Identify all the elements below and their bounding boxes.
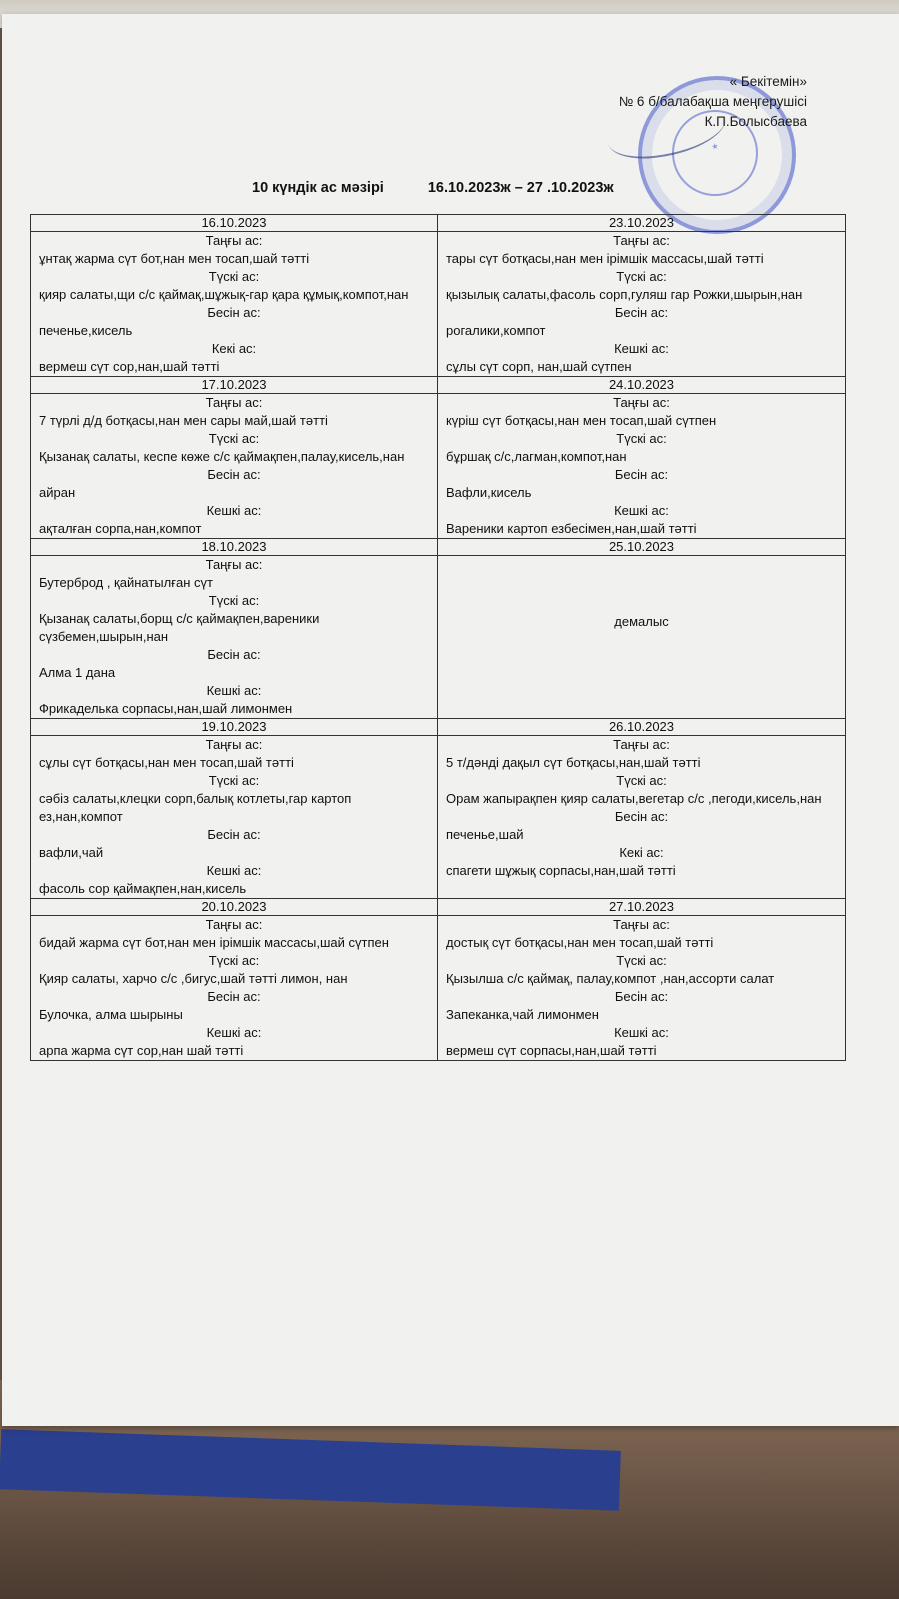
lunch-heading: Түскі ас: <box>208 593 260 608</box>
dinner-text: Вареники картоп езбесімен,нан,шай тәтті <box>446 521 697 536</box>
breakfast-heading: Таңғы ас: <box>205 917 263 932</box>
title-period: 16.10.2023ж – 27 .10.2023ж <box>427 180 614 196</box>
dinner-text: фасоль сор қаймақпен,нан,кисель <box>39 881 247 896</box>
snack-text: Алма 1 дана <box>39 665 116 680</box>
dinner-text: сұлы сүт сорп, нан,шай сүтпен <box>446 359 632 374</box>
lunch-heading: Түскі ас: <box>616 773 667 788</box>
date-cell: 23.10.2023 <box>608 215 675 230</box>
document-title <box>252 180 658 196</box>
approval-block <box>619 72 807 132</box>
snack-heading: Бесін ас: <box>207 305 261 320</box>
lunch-text: Қызылша с/с қаймақ, палау,компот ,нан,ассорти салат <box>446 971 775 986</box>
date-cell: 27.10.2023 <box>608 899 675 914</box>
day-menu-cell <box>31 916 438 1060</box>
breakfast-heading: Таңғы ас: <box>205 737 263 752</box>
snack-text: печенье,шай <box>446 827 524 842</box>
breakfast-heading: Таңғы ас: <box>205 395 263 410</box>
dinner-text: вермеш сүт сорпасы,нан,шай тәтті <box>446 1043 657 1058</box>
dinner-text: арпа жарма сүт сор,нан шай тәтті <box>39 1043 244 1058</box>
dinner-heading: Кешкі ас: <box>206 863 262 878</box>
official-stamp-icon: ★ <box>638 76 796 234</box>
breakfast-text: бидай жарма сүт бот,нан мен ірімшік массасы,шай сүтпен <box>39 935 389 950</box>
date-row <box>31 719 845 736</box>
snack-heading: Бесін ас: <box>614 467 669 482</box>
lunch-text: Қызанақ салаты, кеспе көже с/с қаймақпен,палау,кисель,нан <box>39 449 405 464</box>
date-cell: 18.10.2023 <box>31 539 438 555</box>
lunch-text: Орам жапырақпен қияр салаты,вегетар с/с ,пегоди,кисель,нан <box>446 791 822 806</box>
date-row <box>31 899 845 916</box>
approval-line-1: « Бекітемін» <box>729 74 807 89</box>
lunch-text: бұршақ с/с,лагман,компот,нан <box>446 449 627 464</box>
breakfast-heading: Таңғы ас: <box>205 557 263 572</box>
snack-heading: Бесін ас: <box>614 989 669 1004</box>
date-row <box>31 215 845 232</box>
dinner-heading: Кешкі ас: <box>206 503 262 518</box>
breakfast-heading: Таңғы ас: <box>205 233 263 248</box>
breakfast-text: күріш сүт ботқасы,нан мен тосап,шай сүтпен <box>446 413 717 428</box>
lunch-text: сәбіз салаты,клецки сорп,балық котлеты,гар картоп ез,нан,компот <box>39 791 352 824</box>
breakfast-heading: Таңғы ас: <box>613 737 670 752</box>
dinner-heading: Кешкі ас: <box>614 341 669 356</box>
breakfast-text: достық сүт ботқасы,нан мен тосап,шай тәтті <box>446 935 714 950</box>
day-menu-cell <box>31 232 438 376</box>
breakfast-heading: Таңғы ас: <box>613 233 670 248</box>
breakfast-text: тары сүт ботқасы,нан мен ірімшік массасы,шай тәтті <box>446 251 764 266</box>
breakfast-text: ұнтақ жарма сүт бот,нан мен тосап,шай тәтті <box>39 251 310 266</box>
date-row <box>31 377 845 394</box>
breakfast-text: 7 түрлі д/д ботқасы,нан мен сары май,шай тәтті <box>39 413 328 428</box>
meals-row <box>31 736 845 899</box>
day-menu-cell <box>438 556 845 718</box>
date-cell: 20.10.2023 <box>31 899 438 915</box>
dinner-heading: Кекі ас: <box>211 341 257 356</box>
dinner-heading: Кешкі ас: <box>206 1025 262 1040</box>
snack-heading: Бесін ас: <box>207 827 261 842</box>
lunch-heading: Түскі ас: <box>208 431 260 446</box>
snack-text: вафли,чай <box>39 845 104 860</box>
snack-heading: Бесін ас: <box>614 305 669 320</box>
date-cell: 24.10.2023 <box>608 377 675 392</box>
approval-line-2: № 6 б/балабақша меңгерушісі <box>618 94 807 109</box>
meals-row <box>31 394 845 539</box>
date-cell: 17.10.2023 <box>31 377 438 393</box>
breakfast-heading: Таңғы ас: <box>613 917 670 932</box>
meals-row <box>31 232 845 377</box>
date-cell: 25.10.2023 <box>608 539 675 554</box>
meals-row <box>31 916 845 1060</box>
dinner-heading: Кешкі ас: <box>614 1025 669 1040</box>
snack-heading: Бесін ас: <box>614 809 669 824</box>
dinner-heading: Кешкі ас: <box>206 683 262 698</box>
menu-table <box>30 214 846 1061</box>
dinner-text: Фрикаделька сорпасы,нан,шай лимонмен <box>39 701 293 716</box>
dinner-heading: Кешкі ас: <box>614 503 669 518</box>
day-menu-cell <box>438 736 845 898</box>
lunch-heading: Түскі ас: <box>208 773 260 788</box>
meals-row <box>31 556 845 719</box>
lunch-text: Қызанақ салаты,борщ с/с қаймақпен,вареники сүзбемен,шырын,нан <box>39 611 320 644</box>
snack-heading: Бесін ас: <box>207 647 261 662</box>
snack-text: рогалики,компот <box>446 323 546 338</box>
snack-text: Вафли,кисель <box>446 485 532 500</box>
snack-text: Запеканка,чай лимонмен <box>446 1007 599 1022</box>
dinner-text: ақталған сорпа,нан,компот <box>39 521 202 536</box>
date-cell: 26.10.2023 <box>608 719 675 734</box>
breakfast-text: 5 т/дәнді дақыл сүт ботқасы,нан,шай тәтті <box>446 755 701 770</box>
dinner-text: вермеш сүт сор,нан,шай тәтті <box>39 359 220 374</box>
lunch-text: қияр салаты,щи с/с қаймақ,шұжық-гар қара құмық,компот,нан <box>39 287 409 302</box>
lunch-text: қызылық салаты,фасоль сорп,гуляш гар Рожки,шырын,нан <box>446 287 803 302</box>
approval-line-3: К.П.Болысбаева <box>704 114 807 129</box>
dinner-heading: Кекі ас: <box>619 845 664 860</box>
lunch-heading: Түскі ас: <box>616 269 667 284</box>
day-menu-cell <box>31 556 438 718</box>
day-menu-cell <box>438 394 845 538</box>
breakfast-heading: Таңғы ас: <box>613 395 670 410</box>
menu-document <box>2 14 899 1426</box>
date-row <box>31 539 845 556</box>
lunch-text: Қияр салаты, харчо с/с ,бигус,шай тәтті лимон, нан <box>39 971 348 986</box>
day-off-label: демалыс <box>614 614 669 629</box>
snack-heading: Бесін ас: <box>207 989 261 1004</box>
lunch-heading: Түскі ас: <box>616 953 667 968</box>
snack-text: печенье,кисель <box>39 323 133 338</box>
day-menu-cell <box>31 394 438 538</box>
snack-text: Булочка, алма шырыны <box>39 1007 183 1022</box>
breakfast-text: Бутерброд , қайнатылған сүт <box>39 575 213 590</box>
lunch-heading: Түскі ас: <box>616 431 667 446</box>
snack-heading: Бесін ас: <box>207 467 261 482</box>
lunch-heading: Түскі ас: <box>208 269 260 284</box>
day-menu-cell <box>31 736 438 898</box>
date-cell: 16.10.2023 <box>31 215 438 231</box>
lunch-heading: Түскі ас: <box>208 953 260 968</box>
breakfast-text: сұлы сүт ботқасы,нан мен тосап,шай тәтті <box>39 755 294 770</box>
day-menu-cell <box>438 232 845 376</box>
snack-text: айран <box>39 485 76 500</box>
dinner-text: спагети шұжық сорпасы,нан,шай тәтті <box>446 863 676 878</box>
title-text: 10 күндік ас мәзірі <box>252 180 384 196</box>
day-menu-cell <box>438 916 845 1060</box>
date-cell: 19.10.2023 <box>31 719 438 735</box>
